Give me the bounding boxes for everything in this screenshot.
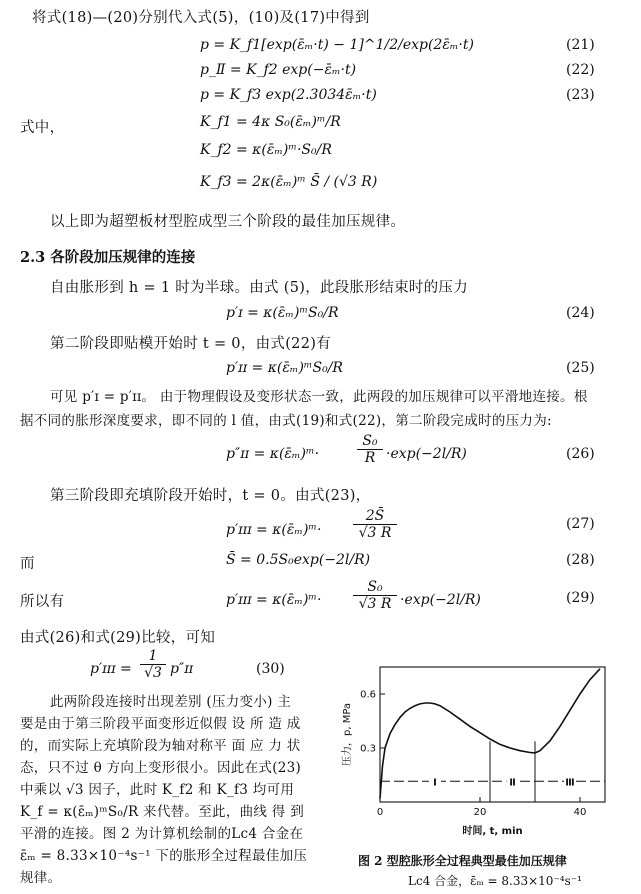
fraction-denominator: √3 R bbox=[358, 525, 392, 541]
body-line: 态，只不过 θ 方向上变形很小。因此在式(23) bbox=[20, 760, 302, 776]
paragraph-continuity-1: 可见 p′ɪ = p′ɪɪ。 由于物理假设及变形状态一致，此两段的加压规律可以平滑地连接。根 bbox=[50, 389, 588, 405]
equation-number: (21) bbox=[566, 37, 595, 53]
fraction-numerator: 2S̄ bbox=[353, 508, 397, 525]
equation-number: (27) bbox=[566, 516, 595, 532]
paragraph-third-stage: 第三阶段即充填阶段开始时，t = 0。由式(23)， bbox=[50, 488, 371, 504]
equation-26-fraction bbox=[357, 433, 383, 466]
stage-label: Ⅱ bbox=[509, 777, 516, 789]
body-line: 规律。 bbox=[20, 870, 62, 886]
chart-ylabel: 压力，p, MPa bbox=[342, 702, 353, 767]
equation-number: (24) bbox=[566, 305, 595, 321]
fraction-denominator: R bbox=[364, 450, 376, 466]
stage-label: Ⅲ bbox=[565, 777, 575, 789]
x-tick-label: 40 bbox=[573, 807, 587, 818]
equation-21: p = K_f1[exp(ε̄ₘ·t) − 1]^1/2/exp(2ε̄ₘ·t) bbox=[200, 37, 474, 53]
conjunction-er: 而 bbox=[20, 556, 35, 572]
definition-kf1: K_f1 = 4κ S₀(ε̄ₘ)ᵐ/R bbox=[200, 114, 341, 130]
figure-subcaption: Lc4 合金，ε̄ₘ = 8.33×10⁻⁴s⁻¹ bbox=[408, 874, 582, 888]
equation-number: (22) bbox=[566, 62, 595, 78]
chart-xlabel: 时间, t, min bbox=[462, 826, 523, 837]
paragraph-continuity-2: 据不同的胀形深度要求，即不同的 l 值，由式(19)和式(22)，第二阶段完成时的压力为: bbox=[20, 413, 552, 429]
compare-line: 由式(26)和式(29)比较，可知 bbox=[20, 630, 216, 646]
equation-number: (29) bbox=[566, 590, 595, 606]
body-line: ε̄ₘ = 8.33×10⁻⁴s⁻¹ 下的胀形全过程最佳加压 bbox=[20, 848, 308, 864]
fraction-denominator: √3 bbox=[144, 665, 162, 681]
fraction-numerator: 1 bbox=[140, 648, 166, 665]
equation-28: S̄ = 0.5S₀exp(−2l/R) bbox=[226, 552, 371, 568]
pressure-time-chart bbox=[330, 655, 630, 850]
figure-caption: 图 2 型腔胀形全过程典型最佳加压规律 bbox=[358, 854, 567, 868]
x-tick-label: 0 bbox=[376, 807, 384, 818]
equation-30-lhs: p′ɪɪɪ = bbox=[90, 661, 132, 677]
paragraph-second-stage: 第二阶段即贴模开始时 t = 0，由式(22)有 bbox=[50, 336, 331, 352]
equation-30-rhs: p″ɪɪ bbox=[170, 661, 194, 677]
equation-30-fraction bbox=[140, 648, 166, 681]
body-line: 的，而实际上充填阶段为轴对称平 面 应 力 状 bbox=[20, 738, 301, 754]
body-line: 要是由于第三阶段平面变形近似假 设 所 造 成 bbox=[20, 716, 301, 732]
definition-kf2: K_f2 = κ(ε̄ₘ)ᵐ·S₀/R bbox=[200, 142, 332, 158]
equation-25: p′ɪɪ = κ(ε̄ₘ)ᵐS₀/R bbox=[226, 360, 343, 376]
equation-number: (23) bbox=[566, 87, 595, 103]
equation-27-fraction bbox=[353, 508, 397, 541]
equation-23: p = K_f3 exp(2.3034ε̄ₘ·t) bbox=[200, 87, 377, 103]
body-line: 此两阶段连接时出现差别 (压力变小) 主 bbox=[50, 694, 292, 710]
equation-number: (30) bbox=[256, 661, 285, 677]
equation-22: p_Ⅱ = K_f2 exp(−ε̄ₘ·t) bbox=[200, 62, 357, 78]
chart-ticks bbox=[360, 690, 586, 819]
equation-29-rhs: ·exp(−2l/R) bbox=[400, 592, 481, 608]
summary-line: 以上即为超塑板材型腔成型三个阶段的最佳加压规律。 bbox=[50, 214, 406, 230]
equation-number: (28) bbox=[566, 552, 595, 568]
equation-number: (25) bbox=[566, 360, 595, 376]
equation-27-lhs: p′ɪɪɪ = κ(ε̄ₘ)ᵐ· bbox=[226, 522, 322, 538]
equation-number: (26) bbox=[566, 446, 595, 462]
definition-kf3: K_f3 = 2κ(ε̄ₘ)ᵐ S̄ / (√3 R) bbox=[200, 174, 378, 190]
where-label: 式中， bbox=[20, 120, 65, 136]
fraction-numerator: S₀ bbox=[357, 433, 383, 450]
equation-29-lhs: p′ɪɪɪ = κ(ε̄ₘ)ᵐ· bbox=[226, 592, 322, 608]
equation-29-fraction bbox=[353, 579, 397, 612]
stage-label: I bbox=[433, 777, 437, 789]
body-line: 中乘以 √3 因子，此时 K_f2 和 K_f3 均可用 bbox=[20, 782, 295, 798]
section-heading: 2.3 各阶段加压规律的连接 bbox=[20, 249, 196, 266]
fraction-numerator: S₀ bbox=[353, 579, 397, 596]
equation-26-rhs: ·exp(−2l/R) bbox=[386, 446, 467, 462]
intro-line: 将式(18)—(20)分别代入式(5)，(10)及(17)中得到 bbox=[32, 10, 370, 26]
paragraph-free-bulging: 自由胀形到 h = 1 时为半球。由式 (5)，此段胀形结束时的压力 bbox=[50, 280, 468, 296]
x-tick-label: 20 bbox=[473, 807, 487, 818]
conjunction-suoyi: 所以有 bbox=[20, 594, 65, 610]
fraction-denominator: √3 R bbox=[358, 596, 392, 612]
body-line: K_f = κ(ε̄ₘ)ᵐS₀/R 来代替。至此，曲线 得 到 bbox=[20, 804, 304, 820]
equation-26-lhs: p″ɪɪ = κ(ε̄ₘ)ᵐ· bbox=[226, 446, 320, 462]
equation-24: p′ɪ = κ(ε̄ₘ)ᵐS₀/R bbox=[226, 305, 339, 321]
y-tick-label: 0.6 bbox=[360, 689, 376, 701]
y-tick-label: 0.3 bbox=[360, 743, 376, 755]
chart-stage-band bbox=[380, 741, 605, 802]
body-line: 平滑的连接。图 2 为计算机绘制的Lc4 合金在 bbox=[20, 826, 304, 842]
